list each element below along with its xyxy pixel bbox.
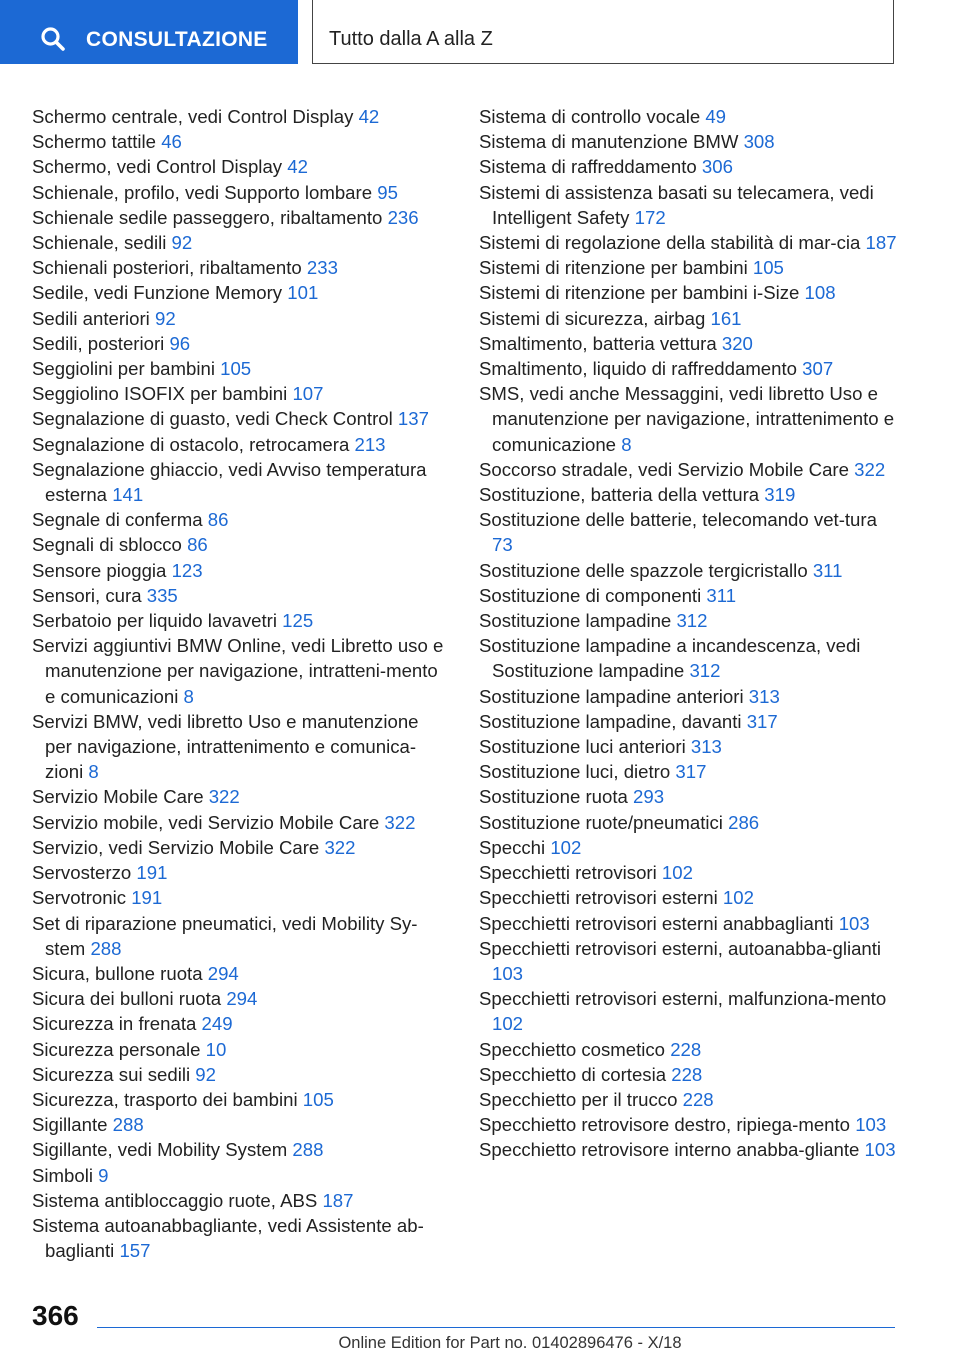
- index-entry-text: Sistema autoanabbagliante, vedi Assistente ab-baglianti: [32, 1214, 424, 1262]
- index-page-link[interactable]: 191: [136, 862, 168, 884]
- index-entry-text: Sensore pioggia: [32, 559, 167, 581]
- index-entry-text: Sigillante, vedi Mobility System: [32, 1139, 288, 1161]
- index-page-link[interactable]: 46: [161, 131, 182, 153]
- index-entry-text: Servizio mobile, vedi Servizio Mobile Care: [32, 811, 380, 833]
- index-entry-text: Servizio, vedi Servizio Mobile Care: [32, 836, 320, 858]
- index-entry-text: Sedili, posteriori: [32, 332, 165, 354]
- index-entry: [479, 558, 899, 583]
- index-entry: [479, 860, 899, 885]
- index-entry: [32, 255, 444, 280]
- index-entry: [32, 1037, 444, 1062]
- index-entry: [32, 1163, 444, 1188]
- index-page-link[interactable]: 92: [171, 232, 193, 254]
- index-entry-text: Sicura dei bulloni ruota: [32, 988, 222, 1010]
- index-page-link[interactable]: 108: [804, 282, 836, 304]
- index-entry-text: Specchietto di cortesia: [479, 1063, 667, 1085]
- index-entry: [479, 810, 899, 835]
- index-entry: [32, 154, 444, 179]
- index-entry: [32, 911, 444, 961]
- index-entry-text: Sostituzione lampadine anteriori: [479, 685, 744, 707]
- index-entry: [479, 356, 899, 381]
- index-entry: [479, 129, 899, 154]
- index-page-link[interactable]: 286: [728, 811, 760, 833]
- index-page-link[interactable]: 105: [220, 358, 252, 380]
- index-entry: [479, 1087, 899, 1112]
- index-page-link[interactable]: 102: [661, 862, 693, 884]
- index-page-link[interactable]: 86: [207, 509, 229, 531]
- index-entry-text: Sedili anteriori: [32, 307, 150, 329]
- index-entry: [32, 457, 444, 507]
- index-entry: [32, 1112, 444, 1137]
- index-entry: [479, 936, 899, 986]
- index-entry-text: Sicura, bullone ruota: [32, 962, 203, 984]
- index-entry-text: Smaltimento, batteria vettura: [479, 332, 717, 354]
- index-entry: [32, 331, 444, 356]
- index-page-link[interactable]: 322: [384, 811, 416, 833]
- index-entry-text: Sostituzione di componenti: [479, 584, 702, 606]
- index-entry: [479, 911, 899, 936]
- index-entry: [32, 180, 444, 205]
- index-entry: [32, 406, 444, 431]
- index-entry-text: Sicurezza in frenata: [32, 1013, 197, 1035]
- index-entry-text: Sistemi di assistenza basati su telecamera, vedi Intelligent Safety: [479, 181, 874, 228]
- index-entry: [32, 129, 444, 154]
- index-entry: [479, 734, 899, 759]
- index-entry-text: Schermo centrale, vedi Control Display: [32, 106, 354, 127]
- index-entry-text: Sistema di manutenzione BMW: [479, 131, 739, 153]
- index-entry: [32, 608, 444, 633]
- index-entry-text: Sostituzione luci anteriori: [479, 736, 686, 758]
- index-entry: [479, 104, 899, 129]
- index-entry-text: Schienali posteriori, ribaltamento: [32, 257, 302, 279]
- index-page-link[interactable]: 92: [195, 1063, 216, 1085]
- index-entry: [32, 432, 444, 457]
- index-entry: [32, 1087, 444, 1112]
- index-entry-text: Specchietti retrovisori esterni anabbaglianti: [479, 912, 834, 934]
- index-page-link[interactable]: 233: [306, 257, 338, 279]
- index-page-link[interactable]: 105: [752, 257, 784, 279]
- index-page-link[interactable]: 161: [710, 307, 742, 329]
- index-column-right: [479, 104, 899, 1163]
- index-entry-text: Servizi aggiuntivi BMW Online, vedi Libretto uso e manutenzione per navigazione, intratteni-mento e comunicazioni: [32, 635, 444, 707]
- index-entry: [32, 381, 444, 406]
- index-page-link[interactable]: 49: [705, 106, 727, 127]
- index-entry-text: Specchietto retrovisore destro, ripiega-mento: [479, 1114, 851, 1136]
- index-page-link[interactable]: 317: [675, 761, 707, 783]
- index-page-link[interactable]: 172: [634, 206, 666, 228]
- index-page-link[interactable]: 96: [169, 332, 191, 354]
- index-entry-text: Sostituzione ruote/pneumatici: [479, 811, 723, 833]
- index-entry: [32, 1213, 444, 1263]
- index-page-link[interactable]: 322: [854, 458, 886, 480]
- index-entry-text: Specchi: [479, 836, 546, 858]
- index-page-link[interactable]: 42: [358, 106, 380, 127]
- index-entry: [479, 381, 899, 457]
- index-page-link[interactable]: 103: [864, 1139, 896, 1161]
- index-entry: [32, 306, 444, 331]
- index-entry-text: Sostituzione luci, dietro: [479, 761, 671, 783]
- index-entry: [479, 457, 899, 482]
- index-page-link[interactable]: 103: [492, 962, 524, 984]
- index-entry-text: Servizio Mobile Care: [32, 786, 204, 808]
- index-entry: [479, 784, 899, 809]
- index-page-link[interactable]: 228: [682, 1088, 714, 1110]
- index-page-link[interactable]: 8: [88, 761, 99, 783]
- index-page-link[interactable]: 95: [377, 181, 398, 203]
- index-entry: [479, 1037, 899, 1062]
- index-entry-text: Soccorso stradale, vedi Servizio Mobile Care: [479, 458, 849, 480]
- index-entry: [32, 104, 444, 129]
- index-entry-text: Servizi BMW, vedi libretto Uso e manutenzione per navigazione, intrattenimento e comunica-zioni: [32, 710, 419, 783]
- index-page-link[interactable]: 213: [354, 433, 386, 455]
- footer-edition: Online Edition for Part no. 01402896476 - X/18: [338, 1334, 682, 1352]
- index-entry: [479, 885, 899, 910]
- index-entry-text: Sostituzione, batteria della vettura: [479, 484, 760, 506]
- index-page-link[interactable]: 335: [146, 584, 178, 606]
- index-entry: [32, 709, 444, 785]
- index-entry: [479, 986, 899, 1036]
- index-page-link[interactable]: 157: [119, 1240, 151, 1262]
- index-page-link[interactable]: 313: [690, 736, 722, 758]
- index-page-link[interactable]: 73: [492, 534, 513, 556]
- index-entry-text: Schermo, vedi Control Display: [32, 156, 283, 178]
- index-entry: [479, 633, 899, 683]
- index-page-link[interactable]: 123: [171, 559, 203, 581]
- index-entry: [32, 961, 444, 986]
- index-entry-text: Sostituzione lampadine a incandescenza, vedi Sostituzione lampadine: [479, 635, 861, 682]
- index-page-link[interactable]: 8: [183, 685, 194, 707]
- chapter-title: Tutto dalla A alla Z: [329, 28, 493, 50]
- index-page-link[interactable]: 288: [90, 937, 122, 959]
- index-page-link[interactable]: 101: [287, 282, 319, 304]
- index-entry: [32, 532, 444, 557]
- index-page-link[interactable]: 313: [748, 685, 780, 707]
- index-entry-text: Sistemi di ritenzione per bambini: [479, 257, 748, 279]
- index-entry: [479, 759, 899, 784]
- index-entry-text: Smaltimento, liquido di raffreddamento: [479, 358, 797, 380]
- section-tab-consultazione[interactable]: [0, 0, 298, 64]
- index-page-link[interactable]: 294: [226, 988, 258, 1010]
- index-page-link[interactable]: 187: [865, 232, 897, 254]
- index-page-link[interactable]: 102: [722, 887, 754, 909]
- index-entry-text: Specchietti retrovisori esterni, autoanabba-glianti: [479, 937, 882, 959]
- index-page-link[interactable]: 9: [98, 1164, 109, 1186]
- index-entry-text: Segnali di sblocco: [32, 534, 182, 556]
- index-entry-text: Schermo tattile: [32, 131, 157, 153]
- index-entry: [32, 230, 444, 255]
- index-entry-text: Sostituzione delle batterie, telecomando vet-tura: [479, 509, 877, 531]
- index-entry-text: Sedile, vedi Funzione Memory: [32, 282, 283, 304]
- index-entry: [479, 255, 899, 280]
- index-page-link[interactable]: 102: [550, 836, 582, 858]
- index-page-link[interactable]: 125: [282, 610, 314, 632]
- index-entry-text: Sostituzione ruota: [479, 786, 628, 808]
- index-page-link[interactable]: 294: [207, 962, 239, 984]
- index-entry: [32, 558, 444, 583]
- index-entry: [479, 1112, 899, 1137]
- chapter-title-box: [312, 0, 894, 64]
- index-entry-text: Specchietto per il trucco: [479, 1088, 678, 1110]
- index-page-link[interactable]: 317: [746, 710, 778, 732]
- index-entry: [479, 835, 899, 860]
- index-page-link[interactable]: 322: [208, 786, 240, 808]
- index-entry: [32, 784, 444, 809]
- index-entry: [479, 280, 899, 305]
- index-entry-text: Segnalazione ghiaccio, vedi Avviso temperatura esterna: [32, 458, 427, 506]
- index-page-link[interactable]: 86: [187, 534, 208, 556]
- index-page-link[interactable]: 102: [492, 1013, 524, 1035]
- index-entry: [32, 986, 444, 1011]
- index-page-link[interactable]: 308: [743, 131, 775, 153]
- index-entry: [479, 180, 899, 230]
- index-entry-text: Sistemi di sicurezza, airbag: [479, 307, 706, 329]
- index-page-link[interactable]: 137: [397, 408, 429, 430]
- index-entry: [32, 280, 444, 305]
- index-entry: [32, 810, 444, 835]
- index-entry: [32, 633, 444, 709]
- index-entry: [32, 835, 444, 860]
- index-page-link[interactable]: 293: [633, 786, 665, 808]
- index-page-link[interactable]: 311: [812, 559, 843, 581]
- index-entry-text: Schienale sedile passeggero, ribaltamento: [32, 206, 383, 228]
- index-entry: [479, 684, 899, 709]
- index-entry-text: Sistema antibloccaggio ruote, ABS: [32, 1189, 318, 1211]
- index-page-link[interactable]: 107: [292, 383, 324, 405]
- index-entry: [479, 1137, 899, 1162]
- index-page-link[interactable]: 8: [621, 433, 632, 455]
- index-entry-text: Sigillante: [32, 1114, 108, 1136]
- index-page-link[interactable]: 191: [131, 887, 163, 909]
- index-entry: [32, 1188, 444, 1213]
- index-entry: [32, 583, 444, 608]
- index-entry-text: Seggiolino ISOFIX per bambini: [32, 383, 288, 405]
- index-entry-text: Sostituzione lampadine, davanti: [479, 710, 742, 732]
- index-entry: [32, 507, 444, 532]
- index-page-link[interactable]: 105: [302, 1088, 334, 1110]
- index-entry-text: Specchietto cosmetico: [479, 1038, 666, 1060]
- index-entry: [32, 885, 444, 910]
- page-number: 366: [32, 1300, 79, 1331]
- index-page-link[interactable]: 311: [706, 584, 737, 606]
- index-entry: [479, 507, 899, 557]
- section-label: CONSULTAZIONE: [86, 28, 268, 51]
- index-page-link[interactable]: 236: [387, 206, 419, 228]
- footer-divider: [97, 1327, 895, 1328]
- index-entry-text: Specchietto retrovisore interno anabba-gliante: [479, 1139, 860, 1161]
- index-page-link[interactable]: 312: [689, 660, 721, 682]
- index-entry-text: Segnalazione di ostacolo, retrocamera: [32, 433, 350, 455]
- index-entry: [32, 1137, 444, 1162]
- index-entry-text: Sicurezza sui sedili: [32, 1063, 191, 1085]
- index-entry: [32, 1011, 444, 1036]
- index-entry-text: Schienale, sedili: [32, 232, 167, 254]
- index-entry-text: Sistemi di regolazione della stabilità di mar-cia: [479, 232, 861, 254]
- index-entry: [479, 608, 899, 633]
- index-entry-text: Serbatoio per liquido lavavetri: [32, 610, 277, 632]
- index-entry-text: Specchietti retrovisori: [479, 862, 657, 884]
- index-page-link[interactable]: 319: [764, 484, 796, 506]
- index-page-link[interactable]: 288: [292, 1139, 324, 1161]
- index-page-link[interactable]: 92: [155, 307, 176, 329]
- index-entry: [479, 1062, 899, 1087]
- index-page-link[interactable]: 103: [855, 1114, 887, 1136]
- index-page-link[interactable]: 141: [112, 484, 144, 506]
- index-entry-text: Seggiolini per bambini: [32, 358, 215, 380]
- index-entry-text: Servotronic: [32, 887, 127, 909]
- index-entry: [479, 230, 899, 255]
- index-page-link[interactable]: 288: [112, 1114, 144, 1136]
- index-entry-text: Simboli: [32, 1164, 93, 1186]
- index-entry-text: Sicurezza personale: [32, 1038, 201, 1060]
- index-entry: [479, 709, 899, 734]
- index-page-link[interactable]: 249: [201, 1013, 233, 1035]
- index-page-link[interactable]: 42: [287, 156, 308, 178]
- index-page-link[interactable]: 306: [701, 156, 733, 178]
- index-entry: [479, 331, 899, 356]
- index-entry-text: Sicurezza, trasporto dei bambini: [32, 1088, 298, 1110]
- page-header: [0, 0, 960, 66]
- index-entry-text: Sistemi di ritenzione per bambini i-Size: [479, 282, 800, 304]
- index-entry-text: Sistema di controllo vocale: [479, 106, 701, 127]
- index-entry-text: Servosterzo: [32, 862, 132, 884]
- index-page-link[interactable]: 312: [676, 610, 708, 632]
- index-entry: [32, 356, 444, 381]
- index-entry-text: Specchietti retrovisori esterni: [479, 887, 718, 909]
- index-entry: [32, 860, 444, 885]
- index-entry-text: Set di riparazione pneumatici, vedi Mobility Sy-stem: [32, 912, 418, 959]
- index-entry-text: Sistema di raffreddamento: [479, 156, 697, 178]
- index-entry-text: Sensori, cura: [32, 584, 142, 606]
- index-page-link[interactable]: 10: [205, 1038, 227, 1060]
- index-entry: [479, 154, 899, 179]
- index-page-link[interactable]: 307: [802, 358, 834, 380]
- index-entry-text: Sostituzione delle spazzole tergicristallo: [479, 559, 808, 581]
- index-entry-text: Segnalazione di guasto, vedi Check Control: [32, 408, 393, 430]
- index-page-link[interactable]: 320: [721, 332, 753, 354]
- index-page-link[interactable]: 322: [324, 836, 356, 858]
- index-entry-text: SMS, vedi anche Messaggini, vedi libretto Uso e manutenzione per navigazione, intrattenimento e comunicazione: [479, 383, 895, 455]
- index-page-link[interactable]: 187: [322, 1189, 354, 1211]
- index-entry-text: Schienale, profilo, vedi Supporto lombare: [32, 181, 373, 203]
- search-icon: [40, 26, 66, 52]
- index-entry: [32, 1062, 444, 1087]
- index-page-link[interactable]: 103: [838, 912, 870, 934]
- index-page-link[interactable]: 228: [671, 1063, 703, 1085]
- index-entry-text: Specchietti retrovisori esterni, malfunziona-mento: [479, 988, 887, 1010]
- index-entry: [479, 583, 899, 608]
- index-entry: [479, 306, 899, 331]
- index-entry-text: Segnale di conferma: [32, 509, 203, 531]
- index-entry: [32, 205, 444, 230]
- index-entry-text: Sostituzione lampadine: [479, 610, 672, 632]
- index-page-link[interactable]: 228: [670, 1038, 702, 1060]
- index-column-left: [32, 104, 444, 1263]
- index-entry: [479, 482, 899, 507]
